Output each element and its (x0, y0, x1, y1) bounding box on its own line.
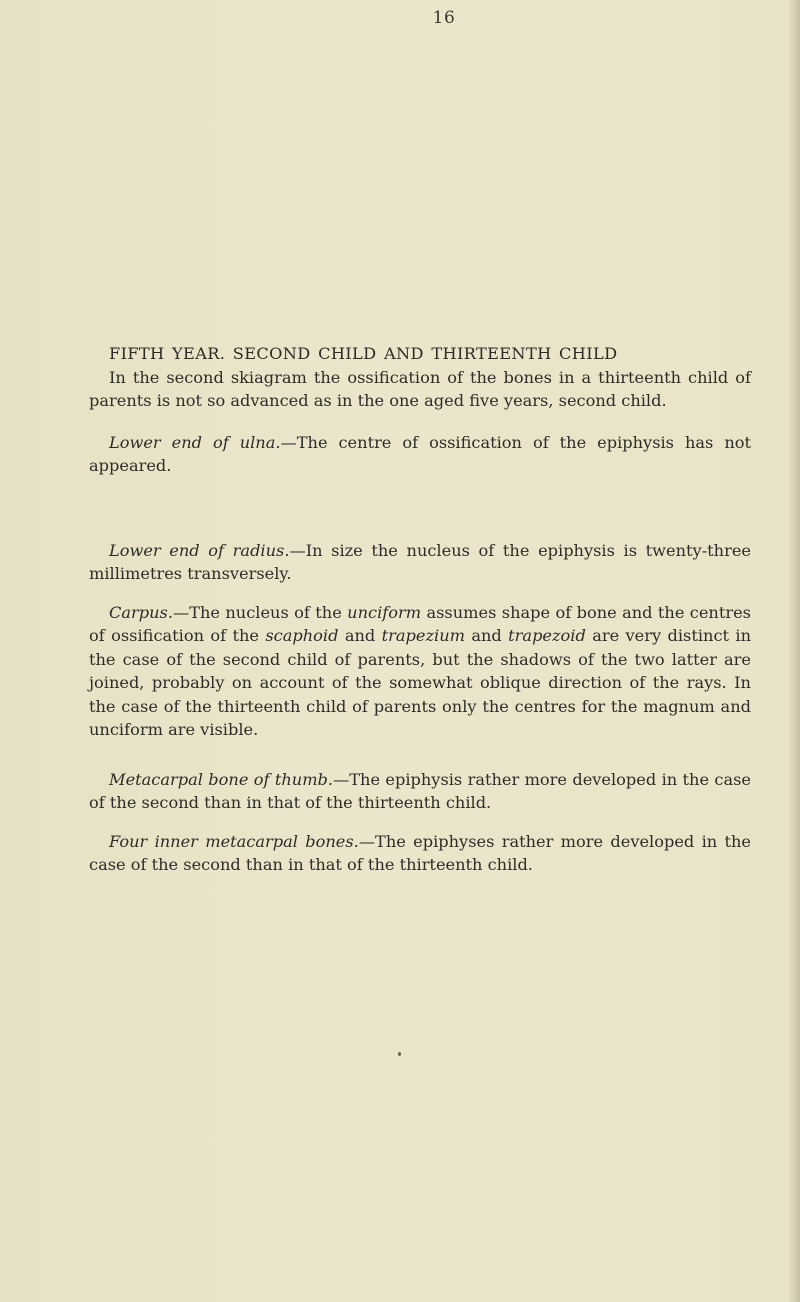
paragraph-inner-metacarpals-body: —The epiphyses rather more developed in the case of the second than in that of the thirteenth child. (89, 832, 751, 875)
paragraph-radius-body: —In size the nucleus of the epiphysis is twenty-three millimetres transversely. (89, 541, 751, 584)
term-trapezium: trapezium (381, 626, 465, 646)
paragraph-thumb-metacarpal (89, 768, 751, 815)
page-number: 16 (432, 8, 456, 28)
paragraph-ulna-title: Lower end of ulna. (109, 433, 281, 452)
term-trapezoid: trapezoid (508, 626, 586, 646)
paragraph-ulna-body: —The centre of ossification of the epiphysis has not appeared. (89, 433, 751, 476)
term-unciform: unciform (347, 603, 422, 622)
paragraph-radius (89, 539, 751, 586)
paragraph-thumb-metacarpal-title: Metacarpal bone of thumb. (109, 770, 334, 789)
paragraph-carpus-body-3: and (338, 626, 382, 646)
paragraph-carpus-body-1: —The nucleus of the (173, 603, 348, 622)
intro-text: In the second skiagram the ossification of the bones in a thirteenth child of parents is not so advanced as in the one aged five years, second child. (89, 368, 751, 411)
term-scaphoid: scaphoid (265, 626, 339, 646)
paragraph-ulna (89, 431, 751, 478)
paragraph-inner-metacarpals (89, 830, 751, 877)
paragraph-carpus-body-2: assumes shape of bone and the centres of ossification of the (89, 603, 751, 646)
paper-speck (398, 1052, 401, 1056)
section-heading: FIFTH YEAR. SECOND CHILD AND THIRTEENTH CHILD (109, 344, 618, 363)
paragraph-radius-title: Lower end of radius. (109, 541, 290, 560)
page-edge-shadow (788, 0, 800, 1302)
paragraph-carpus (89, 601, 751, 741)
paragraph-carpus-body-4: and (464, 626, 509, 646)
paragraph-inner-metacarpals-title: Four inner metacarpal bones. (109, 832, 359, 851)
paragraph-thumb-metacarpal-body: —The epiphysis rather more developed in the case of the second than in that of the thirteenth child. (89, 770, 751, 813)
intro-paragraph (89, 366, 751, 413)
paragraph-carpus-title: Carpus. (109, 603, 174, 622)
paragraph-carpus-body-5: are very distinct in the case of the second child of parents, but the shadows of the two latter are joined, probably on account of the somewhat oblique direction of the rays. In the case of the thirteenth child of parents only the centres for the magnum and unciform are visible. (89, 626, 751, 740)
